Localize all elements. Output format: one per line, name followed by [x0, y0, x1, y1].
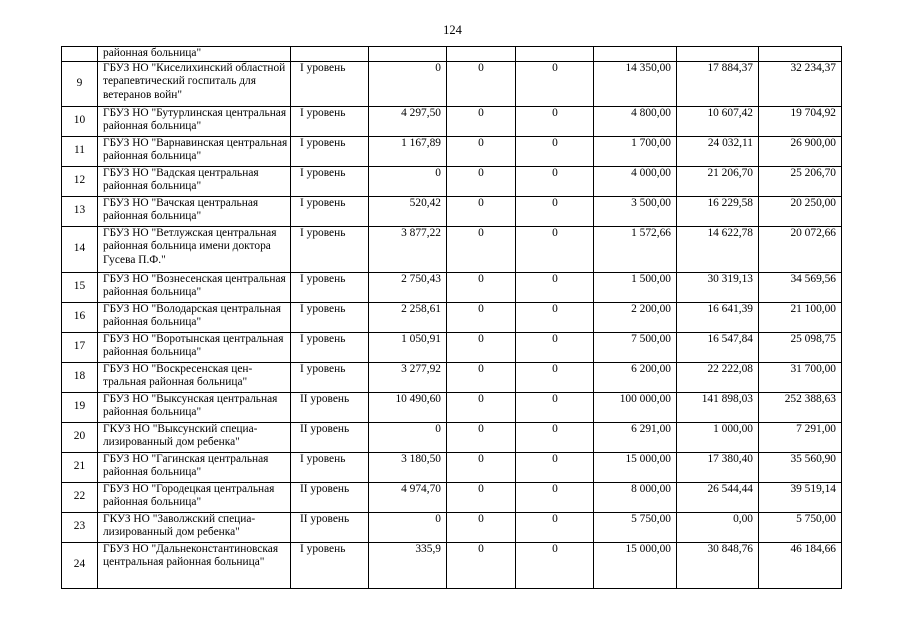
- cell-value-4: [594, 47, 677, 62]
- cell-num: 18: [62, 362, 98, 392]
- cell-value-1: 4 297,50: [369, 106, 447, 136]
- cell-value-6: 19 704,92: [759, 106, 842, 136]
- cell-num: 24: [62, 542, 98, 588]
- cell-value-3: [516, 47, 594, 62]
- cell-level: II уровень: [291, 512, 369, 542]
- table-row: [62, 452, 842, 482]
- cell-value-4: 5 750,00: [594, 512, 677, 542]
- cell-name: ГКУЗ НО "Выксунский специализированный дом ребенка": [98, 422, 291, 452]
- cell-name: ГБУЗ НО "Бутурлинская центральная районная больница": [98, 106, 291, 136]
- cell-value-6: [759, 47, 842, 62]
- cell-value-6: 7 291,00: [759, 422, 842, 452]
- cell-value-1: 520,42: [369, 196, 447, 226]
- table-row: [62, 302, 842, 332]
- cell-value-4: 6 291,00: [594, 422, 677, 452]
- cell-value-2: 0: [447, 452, 516, 482]
- cell-value-4: 14 350,00: [594, 61, 677, 106]
- cell-value-6: 21 100,00: [759, 302, 842, 332]
- cell-value-5: 17 380,40: [677, 452, 759, 482]
- cell-value-2: 0: [447, 136, 516, 166]
- cell-level: II уровень: [291, 422, 369, 452]
- cell-value-5: 30 848,76: [677, 542, 759, 588]
- table-row: [62, 136, 842, 166]
- cell-level: [291, 47, 369, 62]
- cell-num: 13: [62, 196, 98, 226]
- cell-value-3: 0: [516, 482, 594, 512]
- cell-value-5: 1 000,00: [677, 422, 759, 452]
- table-row: [62, 392, 842, 422]
- cell-value-5: 22 222,08: [677, 362, 759, 392]
- cell-name: ГБУЗ НО "Ветлужская центральная районная больница имени доктора Гусева П.Ф.": [98, 226, 291, 272]
- cell-num: 16: [62, 302, 98, 332]
- table-row: [62, 106, 842, 136]
- cell-value-3: 0: [516, 332, 594, 362]
- page-number: 124: [443, 23, 462, 37]
- cell-value-6: 5 750,00: [759, 512, 842, 542]
- cell-name: ГБУЗ НО "Дальнеконстантиновская центральная районная больница": [98, 542, 291, 588]
- cell-value-5: 26 544,44: [677, 482, 759, 512]
- cell-value-1: 3 877,22: [369, 226, 447, 272]
- cell-num: 9: [62, 61, 98, 106]
- cell-value-3: 0: [516, 136, 594, 166]
- cell-value-2: 0: [447, 272, 516, 302]
- cell-value-5: 141 898,03: [677, 392, 759, 422]
- cell-name: ГБУЗ НО "Вадская центральная районная больница": [98, 166, 291, 196]
- cell-value-3: 0: [516, 272, 594, 302]
- cell-value-2: 0: [447, 422, 516, 452]
- cell-value-2: 0: [447, 302, 516, 332]
- cell-value-5: 17 884,37: [677, 61, 759, 106]
- cell-level: I уровень: [291, 452, 369, 482]
- cell-name: ГБУЗ НО "Гагинская центральная районная больница": [98, 452, 291, 482]
- cell-value-1: 2 750,43: [369, 272, 447, 302]
- cell-value-3: 0: [516, 166, 594, 196]
- cell-value-2: 0: [447, 482, 516, 512]
- cell-value-6: 35 560,90: [759, 452, 842, 482]
- cell-num: 10: [62, 106, 98, 136]
- cell-name: ГБУЗ НО "Воскресенская центральная районная больница": [98, 362, 291, 392]
- cell-value-5: [677, 47, 759, 62]
- cell-value-5: 14 622,78: [677, 226, 759, 272]
- cell-value-4: 6 200,00: [594, 362, 677, 392]
- cell-value-1: 0: [369, 512, 447, 542]
- cell-value-1: 0: [369, 422, 447, 452]
- cell-value-5: 30 319,13: [677, 272, 759, 302]
- table-row: [62, 332, 842, 362]
- cell-value-3: 0: [516, 226, 594, 272]
- cell-value-4: 15 000,00: [594, 542, 677, 588]
- cell-name: ГБУЗ НО "Киселихинский областной терапевтический госпиталь для ветеранов войн": [98, 61, 291, 106]
- cell-value-2: 0: [447, 196, 516, 226]
- table-row: [62, 166, 842, 196]
- table-row: [62, 482, 842, 512]
- cell-value-5: 16 229,58: [677, 196, 759, 226]
- cell-value-2: 0: [447, 106, 516, 136]
- cell-value-3: 0: [516, 512, 594, 542]
- cell-value-2: [447, 47, 516, 62]
- cell-level: II уровень: [291, 482, 369, 512]
- cell-value-1: 10 490,60: [369, 392, 447, 422]
- cell-value-6: 31 700,00: [759, 362, 842, 392]
- cell-value-4: 8 000,00: [594, 482, 677, 512]
- cell-name: районная больница": [98, 47, 291, 62]
- cell-num: [62, 47, 98, 62]
- cell-value-1: 3 180,50: [369, 452, 447, 482]
- cell-value-6: 26 900,00: [759, 136, 842, 166]
- table-row: [62, 422, 842, 452]
- cell-value-3: 0: [516, 362, 594, 392]
- cell-level: I уровень: [291, 302, 369, 332]
- cell-value-1: 1 167,89: [369, 136, 447, 166]
- cell-num: 15: [62, 272, 98, 302]
- cell-value-4: 100 000,00: [594, 392, 677, 422]
- cell-level: I уровень: [291, 272, 369, 302]
- cell-value-4: 7 500,00: [594, 332, 677, 362]
- cell-value-4: 4 800,00: [594, 106, 677, 136]
- cell-value-2: 0: [447, 61, 516, 106]
- cell-value-3: 0: [516, 542, 594, 588]
- cell-value-2: 0: [447, 362, 516, 392]
- cell-num: 11: [62, 136, 98, 166]
- cell-value-6: 25 098,75: [759, 332, 842, 362]
- cell-value-6: 46 184,66: [759, 542, 842, 588]
- cell-level: I уровень: [291, 226, 369, 272]
- cell-level: I уровень: [291, 542, 369, 588]
- cell-value-1: 335,9: [369, 542, 447, 588]
- table-row: [62, 196, 842, 226]
- cell-level: I уровень: [291, 136, 369, 166]
- cell-value-6: 20 250,00: [759, 196, 842, 226]
- cell-level: I уровень: [291, 61, 369, 106]
- cell-value-1: 1 050,91: [369, 332, 447, 362]
- table-row: [62, 542, 842, 588]
- cell-value-6: 252 388,63: [759, 392, 842, 422]
- cell-value-5: 21 206,70: [677, 166, 759, 196]
- cell-num: 21: [62, 452, 98, 482]
- cell-value-4: 4 000,00: [594, 166, 677, 196]
- cell-value-3: 0: [516, 302, 594, 332]
- cell-num: 12: [62, 166, 98, 196]
- cell-value-3: 0: [516, 106, 594, 136]
- cell-level: I уровень: [291, 362, 369, 392]
- cell-level: I уровень: [291, 106, 369, 136]
- cell-num: 20: [62, 422, 98, 452]
- cell-value-2: 0: [447, 332, 516, 362]
- cell-num: 19: [62, 392, 98, 422]
- cell-value-1: 0: [369, 61, 447, 106]
- cell-level: II уровень: [291, 392, 369, 422]
- cell-value-5: 16 641,39: [677, 302, 759, 332]
- cell-level: I уровень: [291, 332, 369, 362]
- cell-level: I уровень: [291, 166, 369, 196]
- cell-name: ГКУЗ НО "Заволжский специализированный дом ребенка": [98, 512, 291, 542]
- cell-value-2: 0: [447, 226, 516, 272]
- cell-value-1: 0: [369, 166, 447, 196]
- cell-name: ГБУЗ НО "Городецкая центральная районная больница": [98, 482, 291, 512]
- hospital-funding-table: [61, 46, 842, 589]
- cell-num: 14: [62, 226, 98, 272]
- cell-value-6: 32 234,37: [759, 61, 842, 106]
- cell-name: ГБУЗ НО "Вачская центральная районная больница": [98, 196, 291, 226]
- continuation-row: [62, 47, 842, 62]
- cell-value-1: 2 258,61: [369, 302, 447, 332]
- cell-name: ГБУЗ НО "Выксунская центральная районная больница": [98, 392, 291, 422]
- cell-value-1: 4 974,70: [369, 482, 447, 512]
- table-row: [62, 61, 842, 106]
- cell-value-2: 0: [447, 542, 516, 588]
- cell-value-4: 1 572,66: [594, 226, 677, 272]
- cell-value-6: 39 519,14: [759, 482, 842, 512]
- cell-value-5: 24 032,11: [677, 136, 759, 166]
- cell-value-5: 10 607,42: [677, 106, 759, 136]
- cell-name: ГБУЗ НО "Вознесенская центральная районная больница": [98, 272, 291, 302]
- cell-num: 17: [62, 332, 98, 362]
- table-row: [62, 512, 842, 542]
- cell-level: I уровень: [291, 196, 369, 226]
- cell-value-2: 0: [447, 392, 516, 422]
- cell-value-2: 0: [447, 166, 516, 196]
- table-row: [62, 272, 842, 302]
- cell-name: ГБУЗ НО "Варнавинская центральная районная больница": [98, 136, 291, 166]
- cell-value-4: 1 700,00: [594, 136, 677, 166]
- cell-value-1: 3 277,92: [369, 362, 447, 392]
- cell-value-6: 20 072,66: [759, 226, 842, 272]
- cell-value-3: 0: [516, 392, 594, 422]
- table-row: [62, 226, 842, 272]
- cell-value-3: 0: [516, 422, 594, 452]
- cell-value-4: 1 500,00: [594, 272, 677, 302]
- cell-value-3: 0: [516, 196, 594, 226]
- cell-value-5: 16 547,84: [677, 332, 759, 362]
- cell-num: 23: [62, 512, 98, 542]
- cell-value-6: 34 569,56: [759, 272, 842, 302]
- cell-value-3: 0: [516, 452, 594, 482]
- cell-name: ГБУЗ НО "Володарская центральная районная больница": [98, 302, 291, 332]
- cell-value-4: 2 200,00: [594, 302, 677, 332]
- cell-value-4: 15 000,00: [594, 452, 677, 482]
- cell-value-1: [369, 47, 447, 62]
- cell-num: 22: [62, 482, 98, 512]
- cell-value-3: 0: [516, 61, 594, 106]
- cell-value-6: 25 206,70: [759, 166, 842, 196]
- cell-value-5: 0,00: [677, 512, 759, 542]
- table-row: [62, 362, 842, 392]
- cell-name: ГБУЗ НО "Воротынская центральная районная больница": [98, 332, 291, 362]
- cell-value-2: 0: [447, 512, 516, 542]
- cell-value-4: 3 500,00: [594, 196, 677, 226]
